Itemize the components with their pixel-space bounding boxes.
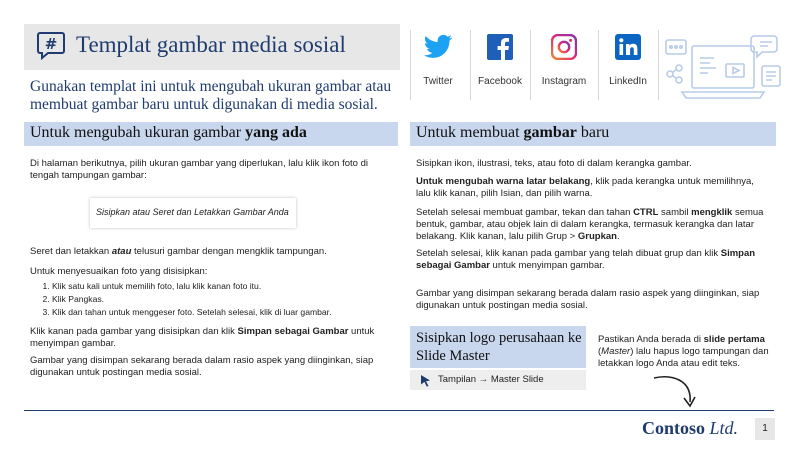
image-placeholder[interactable] [90, 198, 296, 228]
right-paragraph-4 [416, 248, 771, 272]
r-p4-b: Simpan sebagai Gambar [416, 248, 756, 271]
right-paragraph-1: Sisipkan ikon, ilustrasi, teks, atau foto di dalam kerangka gambar. [416, 158, 692, 169]
note-a: Pastikan Anda berada di [598, 334, 704, 345]
left-paragraph-4 [30, 326, 380, 350]
note-e: ) lalu hapus logo tampungan dan letakkan logo Anda atau edit teks. [598, 346, 769, 369]
note-d: Master [601, 346, 631, 357]
title-bar [24, 24, 400, 70]
left-paragraph-5: Gambar yang disimpan sekarang berada dalam rasio aspek yang diinginkan, siap digunakan untuk postingan media sosial. [30, 355, 374, 378]
menu-from: Tampilan [438, 374, 477, 385]
right-paragraph-5: Gambar yang disimpan sekarang berada dalam rasio aspek yang diinginkan, siap digunakan untuk postingan media sosial. [416, 288, 760, 311]
p2-post: telusuri gambar dengan mengklik tampungan. [131, 246, 327, 257]
menu-to: Master Slide [490, 374, 544, 385]
instagram-icon [551, 34, 577, 60]
p2-pre: Seret dan letakkan [30, 246, 112, 257]
step-item: 3. Klik dan tahan untuk menggeser foto. Setelah selesai, klik di luar gambar. [52, 306, 390, 319]
logo-heading: Sisipkan logo perusahaan ke Slide Master [416, 330, 582, 364]
step-item: 2. Klik Pangkas. [52, 293, 390, 306]
right-heading-bold: gambar [523, 124, 577, 141]
brand-suffix: Ltd. [705, 418, 739, 438]
left-paragraph-3: Untuk menyesuaikan foto yang disisipkan: [30, 266, 208, 277]
left-paragraph-1: Di halaman berikutnya, pilih ukuran gambar yang diperlukan, lalu klik ikon foto di tengah tampungan gambar: [30, 158, 368, 181]
r-p3-b: CTRL [633, 207, 659, 218]
cursor-icon [420, 374, 432, 387]
left-heading-text: Untuk mengubah ukuran gambar [30, 124, 246, 141]
facebook-icon [487, 34, 513, 60]
p4-bold: Simpan sebagai Gambar [237, 326, 349, 337]
footer-divider [24, 410, 774, 411]
menu-arrow: → [478, 374, 489, 385]
left-heading-bold: yang ada [245, 124, 307, 141]
note-c: ( [598, 346, 602, 357]
steps-list [30, 280, 390, 319]
left-section-header [24, 122, 398, 146]
social-linkedin[interactable] [598, 34, 658, 87]
page-subtitle: Gunakan templat ini untuk mengubah ukuran gambar atau membuat gambar baru untuk digunakan di media sosial. [30, 78, 392, 113]
note-b: slide pertama [703, 334, 765, 345]
logo-note [598, 334, 774, 370]
hashtag-chat-icon [36, 30, 66, 60]
social-label-linkedin: LinkedIn [609, 76, 647, 87]
r-p3-a: Setelah selesai membuat gambar, tekan dan tahan [416, 207, 634, 218]
social-instagram[interactable] [534, 34, 594, 87]
p2-bold: atau [111, 246, 132, 257]
step-item: 1. Klik satu kali untuk memilih foto, lalu klik kanan foto itu. [52, 280, 390, 293]
logo-section-header [410, 326, 586, 368]
r-p2-post: , klik pada kerangka untuk memilihnya, lalu klik kanan, pilih Isian, dan pilih warna. [416, 176, 754, 199]
social-twitter[interactable] [408, 34, 468, 87]
company-logo[interactable] [642, 418, 738, 439]
r-p3-d: mengklik [691, 207, 733, 218]
svg-text:#: # [44, 35, 58, 53]
right-heading-post: baru [576, 124, 610, 141]
left-paragraph-2 [30, 246, 390, 258]
social-label-facebook: Facebook [478, 76, 522, 87]
r-p4-a: Setelah selesai, klik kanan pada gambar yang telah dibuat grup dan klik [416, 248, 721, 259]
r-p3-e: semua bentuk, gambar, atau objek lain di dalam kerangka, termasuk kerangka dan latar belakang. Klik kanan, lalu pilih Grup > [416, 207, 764, 242]
page-title: Templat gambar media sosial [76, 32, 346, 57]
right-paragraph-2 [416, 176, 771, 200]
twitter-icon [423, 34, 453, 60]
laptop-social-illustration [664, 30, 784, 104]
social-facebook[interactable] [470, 34, 530, 87]
r-p4-c: untuk menyimpan gambar. [489, 260, 605, 271]
r-p3-g: . [616, 231, 620, 242]
curved-arrow-icon [650, 372, 710, 412]
r-p2-bold: Untuk mengubah warna latar belakang [416, 176, 591, 187]
r-p3-c: sambil [658, 207, 692, 218]
r-p3-f: Grupkan [577, 231, 617, 242]
menu-path [410, 370, 586, 390]
right-section-header [410, 122, 776, 146]
social-label-twitter: Twitter [423, 76, 453, 87]
p4-pre: Klik kanan pada gambar yang disisipkan dan klik [30, 326, 238, 337]
social-label-instagram: Instagram [541, 76, 587, 87]
right-paragraph-3 [416, 207, 771, 243]
linkedin-icon [615, 34, 641, 60]
p4-post: untuk menyimpan gambar. [30, 326, 375, 349]
menu-path-text [438, 374, 544, 385]
page-number: 1 [755, 418, 775, 440]
right-heading-pre: Untuk membuat [416, 124, 524, 141]
image-placeholder-text: Sisipkan atau Seret dan Letakkan Gambar Anda [96, 207, 289, 217]
brand-name: Contoso [642, 418, 706, 438]
